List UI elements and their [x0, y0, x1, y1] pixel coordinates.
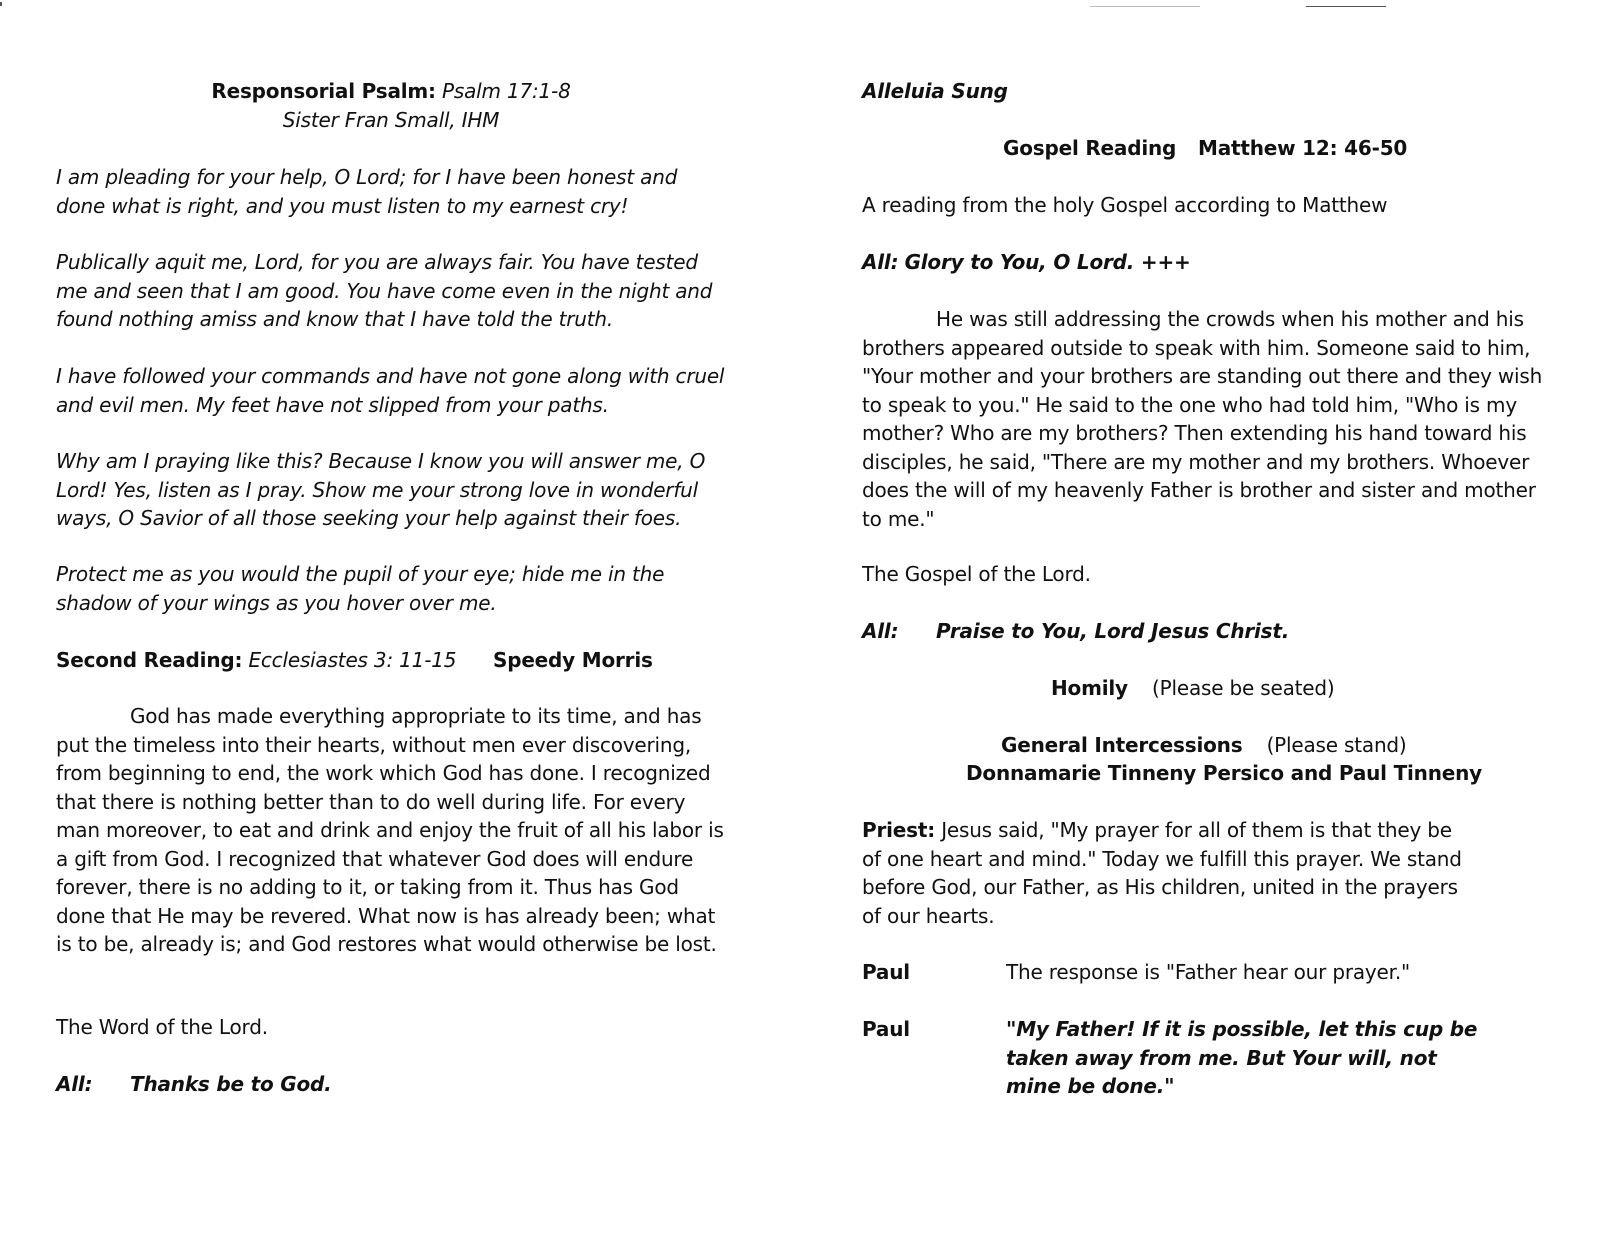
- praise-text: Praise to You, Lord Jesus Christ.: [936, 619, 1290, 643]
- psalm-verse-5: Protect me as you would the pupil of your eye; hide me in the shadow of your wings as you hover over me.: [56, 562, 665, 615]
- praise-line: [862, 617, 1552, 646]
- response-text: Thanks be to God.: [130, 1072, 332, 1096]
- paul-label-2: Paul: [862, 1017, 910, 1041]
- psalm-verse-4: Why am I praying like this? Because I know you will answer me, O Lord! Yes, listen as I pray. Show me your strong love in wonderful ways, O Savior of all those seeking your help against their foes.: [56, 449, 706, 530]
- alleluia: Alleluia Sung: [862, 79, 1008, 103]
- priest-label: Priest:: [862, 818, 936, 842]
- response-label: All:: [56, 1072, 93, 1096]
- homily-note: (Please be seated): [1152, 676, 1335, 700]
- intercessions-note: (Please stand): [1266, 733, 1407, 757]
- gospel-heading: Gospel Reading: [1003, 136, 1177, 160]
- paul-text-1: The response is "Father hear our prayer.": [1006, 960, 1410, 984]
- priest-text: Jesus said, "My prayer for all of them is that they be of one heart and mind." Today we fulfill this prayer. We stand before God, our Father, as His children, united in the prayers of our hearts.: [862, 818, 1462, 928]
- psalm-reader: Sister Fran Small, IHM: [282, 108, 500, 132]
- gospel-closing: The Gospel of the Lord.: [862, 562, 1091, 586]
- glory-line: [862, 248, 1552, 277]
- second-reading-label: Second Reading:: [56, 648, 243, 672]
- praise-label: All:: [862, 619, 899, 643]
- gospel-ref: Matthew 12: 46-50: [1198, 136, 1408, 160]
- homily-line: [1051, 674, 1552, 703]
- psalm-verse-1: I am pleading for your help, O Lord; for I have been honest and done what is right, and you must listen to my earnest cry!: [56, 165, 678, 218]
- glory-text: Glory to You, O Lord. +++: [904, 250, 1191, 274]
- priest-block: [862, 816, 1462, 930]
- second-reading-reader: Speedy Morris: [493, 648, 653, 672]
- scan-mark: [0, 2, 2, 6]
- paul-line-1: [862, 958, 1552, 987]
- intercessions-readers: Donnamarie Tinneny Persico and Paul Tinneny: [966, 761, 1482, 785]
- psalm-heading-ref: Psalm 17:1-8: [442, 79, 571, 103]
- psalm-verse-2: Publically aquit me, Lord, for you are always fair. You have tested me and seen that I am good. You have come even in the night and found nothing amiss and know that I have told the truth.: [56, 250, 713, 331]
- scan-mark: [1090, 6, 1200, 7]
- homily-label: Homily: [1051, 676, 1128, 700]
- word-of-the-lord: The Word of the Lord.: [56, 1015, 268, 1039]
- psalm-verse-3: I have followed your commands and have not gone along with cruel and evil men. My feet have not slipped from your paths.: [56, 364, 725, 417]
- second-reading-heading: [56, 646, 726, 675]
- paul-label-1: Paul: [862, 960, 910, 984]
- glory-label: All:: [862, 250, 899, 274]
- response-line: [56, 1070, 726, 1099]
- gospel-intro: A reading from the holy Gospel according to Matthew: [862, 193, 1388, 217]
- second-reading-text: God has made everything appropriate to its time, and has put the timeless into their hearts, without men ever discovering, from beginning to end, the work which God has done. I recognized that there is nothing better than to do well during life. For every man moreover, to eat and drink and enjoy the fruit of all his labor is a gift from God. I recognized that whatever God does will endure forever, there is no adding to it, or taking from it. Thus has God done that He may be revered. What now is has already been; what is to be, already is; and God restores what would otherwise be lost.: [56, 704, 724, 956]
- intercessions-line: [1001, 731, 1552, 760]
- paul-text-2: "My Father! If it is possible, let this cup be taken away from me. But Your will, not mine be done.": [1006, 1017, 1478, 1098]
- second-reading-ref: Ecclesiastes 3: 11-15: [248, 648, 457, 672]
- intercessions-label: General Intercessions: [1001, 733, 1243, 757]
- psalm-heading-label: Responsorial Psalm:: [211, 79, 436, 103]
- gospel-text: He was still addressing the crowds when his mother and his brothers appeared outside to speak with him. Someone said to him, "Your mother and your brothers are standing out there and they wish to speak to you." He said to the one who had told him, "Who is my mother? Who are my brothers? Then extending his hand toward his disciples, he said, "There are my mother and my brothers. Whoever does the will of my heavenly Father is brother and sister and mother to me.": [862, 307, 1543, 531]
- scan-mark: [1306, 6, 1386, 7]
- psalm-heading: [56, 77, 726, 106]
- paul-line-2: [862, 1015, 1552, 1101]
